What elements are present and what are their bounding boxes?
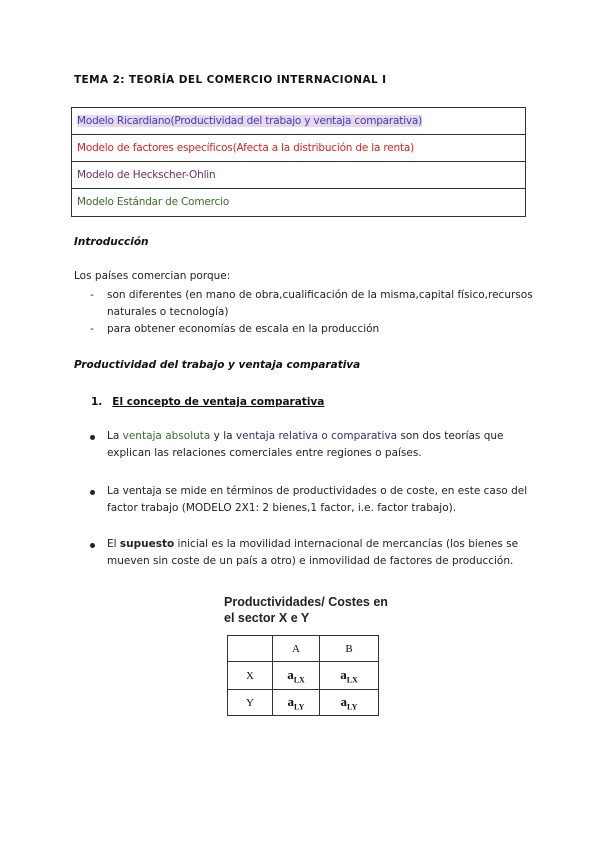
model-row-heckscher-ohlin <box>72 162 525 189</box>
coef: a <box>340 693 348 709</box>
bullet-icon <box>90 490 95 495</box>
cell-a-y <box>273 690 320 716</box>
text: El <box>107 538 120 550</box>
header-cell-a: A <box>273 636 320 662</box>
cell-a-x <box>273 662 320 690</box>
coef: a <box>287 666 294 682</box>
text: son dos teorías que <box>397 430 504 442</box>
intro-heading: Introducción <box>74 236 149 248</box>
term-ventaja-comparativa: ventaja relativa o comparativa <box>235 430 398 442</box>
dash-marker: - <box>90 289 94 301</box>
coef-sub: LY <box>347 702 358 712</box>
intro-item-line: son diferentes (en mano de obra,cualificación de la misma,capital físico,recursos <box>107 289 533 301</box>
models-table <box>71 107 526 217</box>
bullet-line: explican las relaciones comerciales entre regiones o países. <box>107 447 422 459</box>
bullet-line: factor trabajo (MODELO 2X1: 2 bienes,1 factor, i.e. factor trabajo). <box>107 502 457 514</box>
figure-title-line: Productividades/ Costes en <box>224 595 388 609</box>
figure-title <box>224 594 388 626</box>
model-label: Modelo de Heckscher-Ohlin <box>77 169 216 181</box>
document-title: TEMA 2: TEORÍA DEL COMERCIO INTERNACIONAL I <box>74 74 387 86</box>
intro-item-1 <box>107 287 533 321</box>
bullet-item-2 <box>107 483 527 517</box>
header-cell-b: B <box>320 636 379 662</box>
bullet-line: La ventaja se mide en términos de productividades o de coste, en este caso del <box>107 485 528 497</box>
coef-sub: LY <box>294 702 305 712</box>
corner-cell <box>228 636 273 662</box>
dash-marker: - <box>90 323 94 335</box>
bullet-line: mueven sin coste de un país a otro) e inmovilidad de factores de producción. <box>107 555 514 567</box>
intro-item-2 <box>107 321 379 338</box>
numbered-heading <box>91 396 324 408</box>
section-heading: Productividad del trabajo y ventaja comparativa <box>74 359 361 371</box>
bullet-item-3 <box>107 536 518 570</box>
model-row-estandar <box>72 189 525 216</box>
coef: a <box>340 666 347 682</box>
heading-number: 1. <box>91 396 103 408</box>
bullet-item-1 <box>107 428 504 462</box>
term-ventaja-absoluta: ventaja absoluta <box>122 430 211 442</box>
intro-lead: Los países comercian porque: <box>74 270 231 282</box>
row-label-x: X <box>228 662 273 690</box>
text: y la <box>210 430 236 442</box>
cell-b-y <box>320 690 379 716</box>
coef-sub: LX <box>346 675 358 685</box>
bullet-icon <box>90 543 95 548</box>
figure-title-line: el sector X e Y <box>224 611 310 625</box>
term-supuesto: supuesto <box>119 538 175 550</box>
model-label: Modelo Estándar de Comercio <box>77 196 230 208</box>
heading-label: El concepto de ventaja comparativa <box>112 396 325 408</box>
text: La <box>107 430 123 442</box>
intro-item-line: naturales o tecnología) <box>107 306 229 318</box>
text: inicial es la movilidad internacional de mercancías (los bienes se <box>174 538 519 550</box>
model-row-factores-especificos <box>72 135 525 162</box>
productivity-table <box>227 635 379 716</box>
model-label: Modelo Ricardiano(Productividad del trabajo y ventaja comparativa) <box>77 115 423 127</box>
row-label-y: Y <box>228 690 273 716</box>
coef-sub: LX <box>293 675 305 685</box>
cell-b-x <box>320 662 379 690</box>
model-row-ricardiano <box>72 108 525 135</box>
bullet-icon <box>90 435 95 440</box>
model-label: Modelo de factores específicos(Afecta a la distribución de la renta) <box>77 142 414 154</box>
coef: a <box>287 693 295 709</box>
intro-item-line: para obtener economías de escala en la producción <box>107 323 380 335</box>
